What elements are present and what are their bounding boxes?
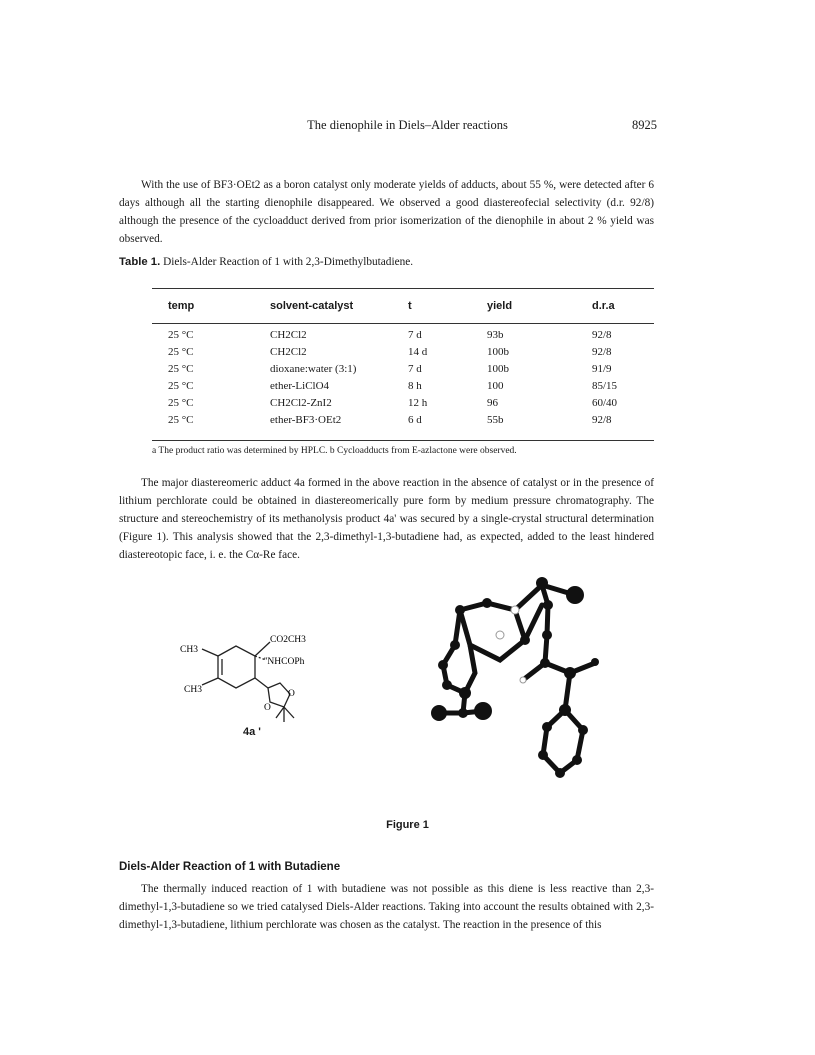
table-cell: 7 d [408,328,422,341]
table-cell: CH2Cl2 [270,328,307,341]
table-cell: 100b [487,345,509,358]
crystal-structure-image [415,565,610,805]
table-cell: 14 d [408,345,428,358]
table-cell: 12 h [408,396,428,409]
table-row [152,343,654,360]
table-row [152,377,654,394]
table-cell: 93b [487,328,504,341]
results-table [152,292,654,428]
table-top-rule [152,288,654,289]
table-header-row [152,292,654,320]
paragraph-butadiene [119,880,654,934]
oxygen-top-label: O [288,689,295,699]
table-cell: 92/8 [592,345,612,358]
table-cell: 25 °C [168,413,194,426]
table-row [152,394,654,411]
page-number: 8925 [632,118,657,132]
ester-label: CO2CH3 [270,635,306,645]
table-row [152,326,654,343]
table-row [152,360,654,377]
amide-label: ''NHCOPh [264,657,305,667]
paragraph-butadiene-text: The thermally induced reaction of 1 with butadiene was not possible as this diene is less reactive than 2,3-dimethyl-1,3-butadiene so we tried catalysed Diels-Alder reactions. Taking into account the results obtained with 2,3-dimethyl-1,3-butadiene, lithium perchlorate was chosen as the catalyst. The reaction in the presence of this [119,883,654,931]
table-row [152,411,654,428]
paragraph-methanolysis-text: The major diastereomeric adduct 4a formed in the above reaction in the absence of catalyst or in the presence of lithium perchlorate could be obtained in diastereomerically pure form by medium pressure chromatography. The structure and stereochemistry of its methanolysis product 4a' was secured by a single-crystal structural determination (Figure 1). This analysis showed that the 2,3-dimethyl-1,3-butadiene had, as expected, added to the least hindered diastereotopic face, i. e. the Cα-Re face. [119,477,654,561]
compound-label: 4a ' [243,726,261,738]
table-cell: CH2Cl2 [270,345,307,358]
running-header: The dienophile in Diels–Alder reactions [307,118,508,132]
table-cell: 55b [487,413,504,426]
table-cell: ether-BF3·OEt2 [270,413,342,426]
table-cell: 25 °C [168,345,194,358]
table-cell: 60/40 [592,396,618,409]
col-header-temp: temp [168,300,195,312]
table-cell: 92/8 [592,413,612,426]
intro-paragraph-text: With the use of BF3·OEt2 as a boron catalyst only moderate yields of adducts, about 55 %, were detected after 6 days although all the starting dienophile disappeared. We observed a good diastereofecial selectivity (d.r. 92/8) although the presence of the cycloadduct derived from prior isomerization of the dienophile in about 2 % yield was observed. [119,179,654,245]
table-cell: 6 d [408,413,422,426]
paragraph-methanolysis [119,474,654,564]
table-cell: 8 h [408,379,422,392]
intro-paragraph [119,176,654,248]
table-cell: 96 [487,396,498,409]
table-cell: ether-LiClO4 [270,379,330,392]
table-cell: 7 d [408,362,422,375]
table-cell: 92/8 [592,328,612,341]
table-cell: 100b [487,362,509,375]
section-heading: Diels-Alder Reaction of 1 with Butadiene [119,861,341,873]
table-cell: 25 °C [168,362,194,375]
table-caption [119,256,413,268]
col-header-solvent: solvent-catalyst [270,300,354,312]
table-cell: CH2Cl2-ZnI2 [270,396,332,409]
oxygen-bottom-label: O [264,703,271,713]
methyl-bottom-label: CH3 [184,685,202,695]
col-header-dr: d.r.a [592,300,615,312]
table-cell: 85/15 [592,379,618,392]
table-cell: 91/9 [592,362,612,375]
table-cell: 100 [487,379,504,392]
table-cell: 25 °C [168,328,194,341]
table-footnote: a The product ratio was determined by HPLC. b Cycloadducts from E-azlactone were observed. [152,446,517,456]
col-header-time: t [408,300,412,312]
table-bottom-rule [152,440,654,441]
table-caption-text: Diels-Alder Reaction of 1 with 2,3-Dimethylbutadiene. [163,256,414,268]
figure-caption: Figure 1 [386,819,429,831]
col-header-yield: yield [487,300,513,312]
table-caption-label: Table 1. [119,256,161,268]
table-cell: 25 °C [168,379,194,392]
table-cell: dioxane:water (3:1) [270,362,357,375]
methyl-top-label: CH3 [180,645,198,655]
table-cell: 25 °C [168,396,194,409]
